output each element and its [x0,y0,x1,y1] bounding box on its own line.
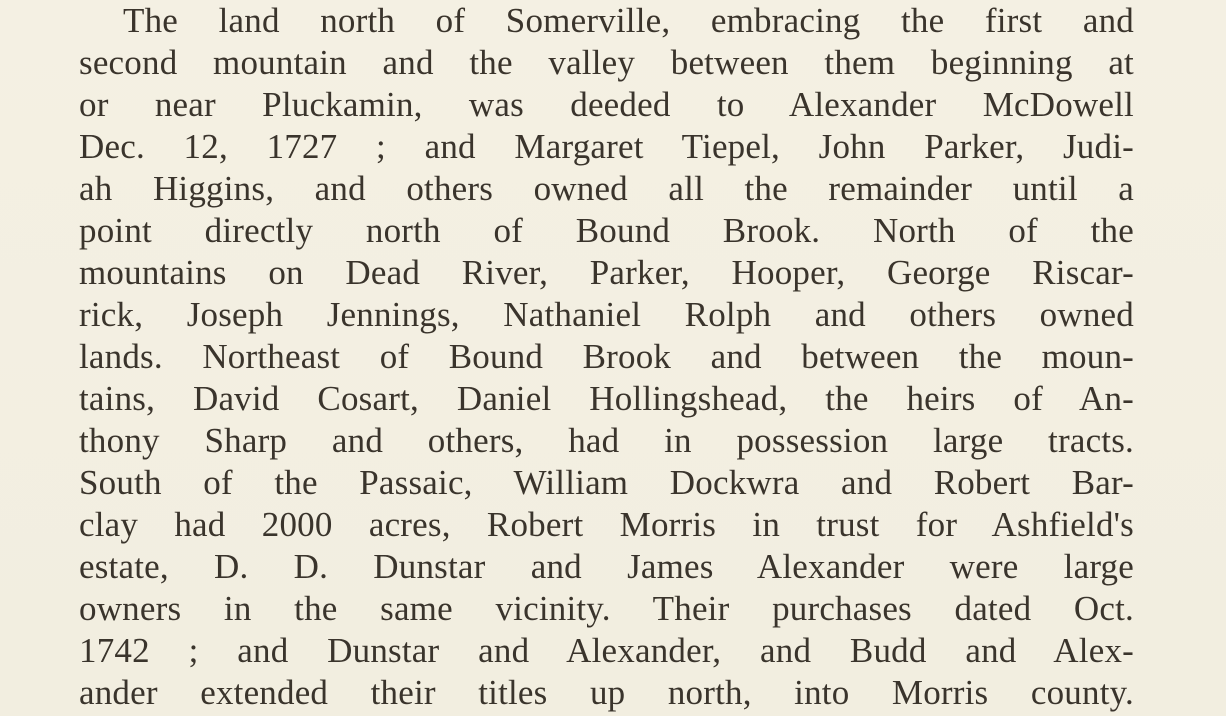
text-line: 1742 ; and Dunstar and Alexander, and Budd and Alex- [79,631,1134,670]
text-line: or near Pluckamin, was deeded to Alexander McDowell [79,85,1134,124]
text-line: rick, Joseph Jennings, Nathaniel Rolph and others owned [79,295,1134,334]
text-line: ander extended their titles up north, into Morris county. [79,673,1134,712]
text-line: clay had 2000 acres, Robert Morris in trust for Ashfield's [79,505,1134,544]
text-line: Dec. 12, 1727 ; and Margaret Tiepel, John Parker, Judi- [79,127,1134,166]
text-line: second mountain and the valley between them beginning at [79,43,1134,82]
text-line: point directly north of Bound Brook. North of the [79,211,1134,250]
text-line: South of the Passaic, William Dockwra and Robert Bar- [79,463,1134,502]
text-line: lands. Northeast of Bound Brook and between the moun- [79,337,1134,376]
text-line: ah Higgins, and others owned all the remainder until a [79,169,1134,208]
text-line: owners in the same vicinity. Their purchases dated Oct. [79,589,1134,628]
text-line: The land north of Somerville, embracing the first and [123,1,1134,40]
text-line: thony Sharp and others, had in possession large tracts. [79,421,1134,460]
text-line: estate, D. D. Dunstar and James Alexander were large [79,547,1134,586]
text-line: mountains on Dead River, Parker, Hooper, George Riscar- [79,253,1134,292]
text-line: tains, David Cosart, Daniel Hollingshead, the heirs of An- [79,379,1134,418]
